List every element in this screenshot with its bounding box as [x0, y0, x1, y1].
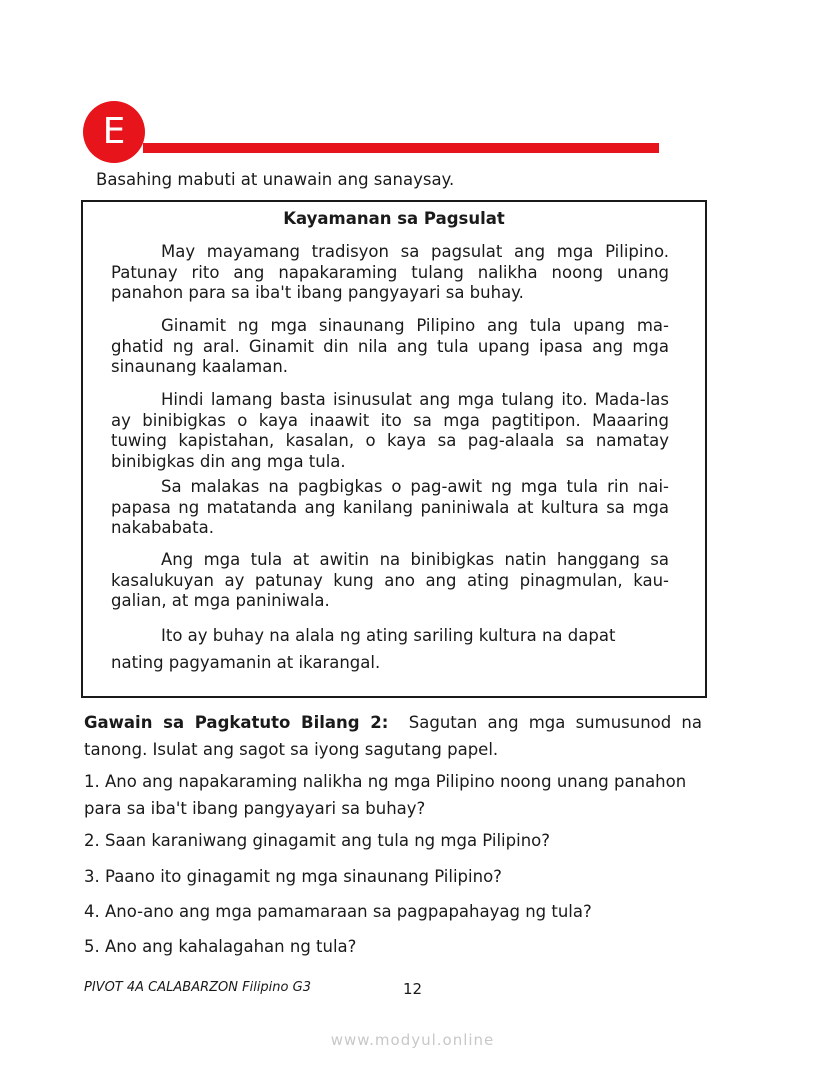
activity-text: Sagutan ang mga sumusunod na tanong. Isulat ang sagot sa iyong sagutang papel. — [84, 713, 703, 759]
essay-paragraph: Ginamit ng mga sinaunang Pilipino ang tula upang ma-ghatid ng aral. Ginamit din nila ang tula upang ipasa ang mga sinaunang kaalaman. — [111, 316, 669, 376]
essay-paragraph: Hindi lamang basta isinusulat ang mga tulang ito. Mada-las ay binibigkas o kaya inaawit ito sa mga pagtitipon. Maaaring tuwing kapistahan, kasalan, o kaya sa pag-alaala sa namatay binibigkas din ang mga tula. — [111, 390, 669, 471]
question-item: 5. Ano ang kahalagahan ng tula? — [84, 937, 357, 956]
question-item: 2. Saan karaniwang ginagamit ang tula ng mga Pilipino? — [84, 831, 551, 850]
reading-instruction: Basahing mabuti at unawain ang sanaysay. — [96, 170, 455, 189]
essay-paragraph: Ang mga tula at awitin na binibigkas natin hanggang sa kasalukuyan ay patunay kung ano ang ating pinagmulan, kau-galian, at mga paniniwala. — [111, 550, 669, 610]
activity-label: Gawain sa Pagkatuto Bilang 2: — [84, 713, 389, 732]
essay-paragraph: May mayamang tradisyon sa pagsulat ang mga Pilipino. Patunay rito ang napakaraming tulang nalikha noong unang panahon para sa iba't ibang pangyayari sa buhay. — [111, 242, 669, 302]
question-item: 3. Paano ito ginagamit ng mga sinaunang Pilipino? — [84, 867, 502, 886]
question-item: 4. Ano-ano ang mga pamamaraan sa pagpapahayag ng tula? — [84, 902, 592, 921]
essay-title: Kayamanan sa Pagsulat — [283, 209, 505, 228]
essay-paragraph: Ito ay buhay na alala ng ating sariling kultura na dapat nating pagyamanin at ikarangal. — [111, 626, 616, 672]
question-item: 1. Ano ang napakaraming nalikha ng mga Pilipino noong unang panahon para sa iba't ibang pangyayari sa buhay? — [84, 772, 687, 818]
page-number: 12 — [403, 980, 423, 998]
activity-instruction — [84, 709, 702, 763]
essay-box — [81, 200, 707, 698]
section-divider-bar — [143, 143, 659, 153]
essay-paragraph: Sa malakas na pagbigkas o pag-awit ng mga tula rin nai-papasa ng matatanda ang kanilang paniniwala at kultura sa mga nakababata. — [111, 477, 669, 537]
section-letter-badge: E — [83, 101, 145, 163]
watermark: www.modyul.online — [330, 1031, 495, 1049]
module-label: PIVOT 4A CALABARZON Filipino G3 — [84, 980, 311, 995]
